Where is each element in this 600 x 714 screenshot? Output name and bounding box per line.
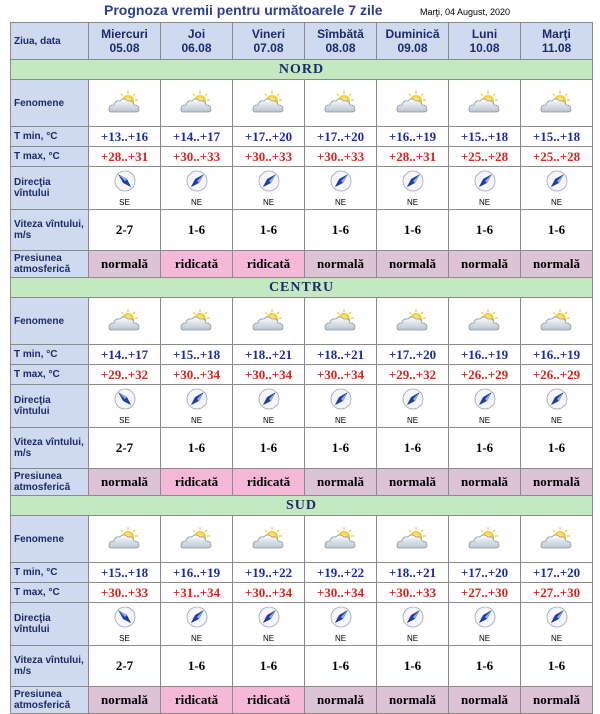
wind-direction-text: NE (406, 415, 419, 425)
partly-cloudy-icon (161, 308, 232, 334)
partly-cloudy-icon (233, 526, 304, 552)
partly-cloudy-icon (521, 90, 592, 116)
pressure-row (11, 469, 593, 496)
wind-direction-label: Direcţia vîntului (11, 385, 89, 428)
compass-arrow-icon (330, 606, 352, 633)
pressure-value: ridicată (233, 687, 305, 714)
tmax-row (11, 147, 593, 167)
weather-cell (521, 298, 593, 345)
weather-cell (161, 298, 233, 345)
partly-cloudy-icon (161, 90, 232, 116)
wind-speed-value: 1-6 (521, 646, 593, 687)
weather-cell (521, 516, 593, 563)
partly-cloudy-icon (521, 526, 592, 552)
wind-speed-value: 1-6 (521, 428, 593, 469)
pressure-value: ridicată (233, 251, 305, 278)
wind-direction (233, 388, 304, 425)
day-name: Duminică (385, 27, 440, 41)
wind-direction-text: NE (406, 197, 419, 207)
compass-arrow-icon (402, 388, 424, 415)
wind-speed-value: 1-6 (161, 646, 233, 687)
day-name: Marţi (542, 27, 571, 41)
wind-direction-text: NE (334, 415, 347, 425)
wind-direction-text: NE (262, 415, 275, 425)
wind-speed-value: 1-6 (305, 210, 377, 251)
wind-speed-row (11, 210, 593, 251)
weather-cell (89, 298, 161, 345)
day-name: Joi (187, 27, 206, 41)
compass-arrow-icon (114, 606, 136, 633)
partly-cloudy-icon (521, 308, 592, 334)
wind-direction (233, 606, 304, 643)
compass-arrow-icon (186, 606, 208, 633)
day-date: 09.08 (397, 41, 428, 55)
wind-direction-cell (161, 603, 233, 646)
pressure-value: normală (305, 687, 377, 714)
wind-direction-text: SE (119, 197, 130, 207)
tmax-label: T max, °C (11, 365, 89, 385)
tmin-value: +18..+21 (305, 345, 377, 365)
region-row (11, 496, 593, 516)
wind-direction-cell (89, 603, 161, 646)
partly-cloudy-icon (305, 90, 376, 116)
wind-speed-value: 1-6 (233, 428, 305, 469)
wind-direction-cell (305, 385, 377, 428)
wind-speed-value: 2-7 (89, 428, 161, 469)
tmin-row (11, 345, 593, 365)
pressure-value: normală (449, 469, 521, 496)
wind-direction-cell (89, 167, 161, 210)
wind-direction (377, 388, 448, 425)
partly-cloudy-icon (89, 90, 160, 116)
wind-speed-label: Viteza vîntului, m/s (11, 428, 89, 469)
wind-speed-value: 1-6 (377, 646, 449, 687)
wind-speed-value: 1-6 (521, 210, 593, 251)
wind-direction-text: NE (262, 633, 275, 643)
day-name: Vineri (251, 27, 286, 41)
wind-direction-text: SE (119, 633, 130, 643)
wind-direction (377, 170, 448, 207)
title-bar (0, 0, 600, 20)
corner-label: Ziua, data (11, 23, 89, 60)
tmin-value: +17..+20 (449, 563, 521, 583)
day-date: 06.08 (181, 41, 212, 55)
wind-direction-text: NE (550, 415, 563, 425)
wind-direction (521, 388, 592, 425)
wind-direction-cell (521, 385, 593, 428)
tmax-value: +30..+33 (233, 147, 305, 167)
tmin-value: +19..+22 (305, 563, 377, 583)
region-name: CENTRU (11, 278, 593, 298)
tmax-value: +29..+32 (377, 365, 449, 385)
wind-direction (305, 606, 376, 643)
day-date: 08.08 (325, 41, 356, 55)
day-name: Luni (471, 27, 498, 41)
wind-direction-cell (305, 167, 377, 210)
wind-speed-value: 1-6 (161, 210, 233, 251)
day-name: Sîmbătă (317, 27, 364, 41)
tmax-value: +25..+28 (521, 147, 593, 167)
tmax-row (11, 583, 593, 603)
wind-direction-text: NE (406, 633, 419, 643)
wind-direction-text: NE (478, 633, 491, 643)
partly-cloudy-icon (449, 308, 520, 334)
wind-direction (521, 606, 592, 643)
tmin-row (11, 563, 593, 583)
wind-direction-cell (449, 385, 521, 428)
wind-direction-cell (233, 385, 305, 428)
wind-direction-text: NE (550, 633, 563, 643)
wind-speed-value: 1-6 (449, 428, 521, 469)
tmax-value: +30..+34 (305, 583, 377, 603)
weather-cell (305, 80, 377, 127)
region-row (11, 278, 593, 298)
wind-direction-text: SE (119, 415, 130, 425)
partly-cloudy-icon (233, 308, 304, 334)
current-date: Marţi, 04 August, 2020 (420, 7, 511, 17)
partly-cloudy-icon (377, 308, 448, 334)
partly-cloudy-icon (377, 526, 448, 552)
weather-cell (377, 516, 449, 563)
pressure-label: Presiunea atmosferică (11, 687, 89, 714)
wind-direction (377, 606, 448, 643)
tmax-value: +30..+33 (305, 147, 377, 167)
tmin-value: +14..+17 (161, 127, 233, 147)
region-name: NORD (11, 60, 593, 80)
pressure-value: ridicată (161, 687, 233, 714)
tmax-row (11, 365, 593, 385)
fenomene-label: Fenomene (11, 516, 89, 563)
wind-direction (233, 170, 304, 207)
wind-direction-cell (449, 167, 521, 210)
compass-arrow-icon (330, 388, 352, 415)
wind-direction (161, 388, 232, 425)
wind-speed-value: 1-6 (449, 210, 521, 251)
pressure-value: normală (449, 251, 521, 278)
wind-direction-text: NE (190, 197, 203, 207)
fenomene-row (11, 516, 593, 563)
tmax-value: +30..+34 (161, 365, 233, 385)
pressure-label: Presiunea atmosferică (11, 251, 89, 278)
pressure-value: normală (521, 469, 593, 496)
weather-cell (233, 298, 305, 345)
wind-direction-cell (449, 603, 521, 646)
tmin-value: +18..+21 (377, 563, 449, 583)
compass-arrow-icon (474, 606, 496, 633)
compass-arrow-icon (402, 170, 424, 197)
weather-cell (89, 80, 161, 127)
region-name: SUD (11, 496, 593, 516)
tmax-value: +30..+33 (377, 583, 449, 603)
wind-speed-value: 1-6 (233, 646, 305, 687)
fenomene-label: Fenomene (11, 80, 89, 127)
wind-direction (449, 170, 520, 207)
wind-speed-value: 1-6 (305, 646, 377, 687)
wind-direction-label: Direcţia vîntului (11, 167, 89, 210)
tmin-value: +15..+18 (449, 127, 521, 147)
pressure-value: normală (521, 251, 593, 278)
wind-speed-value: 2-7 (89, 646, 161, 687)
wind-direction-cell (521, 603, 593, 646)
wind-speed-value: 1-6 (377, 210, 449, 251)
tmax-value: +29..+32 (89, 365, 161, 385)
wind-direction-cell (161, 167, 233, 210)
pressure-value: normală (305, 469, 377, 496)
day-header (305, 23, 377, 60)
wind-direction (449, 606, 520, 643)
partly-cloudy-icon (449, 90, 520, 116)
page-title: Prognoza vremii pentru următoarele 7 zile (104, 2, 383, 18)
wind-speed-value: 2-7 (89, 210, 161, 251)
day-header (233, 23, 305, 60)
tmin-value: +17..+20 (233, 127, 305, 147)
pressure-value: ridicată (161, 251, 233, 278)
tmin-label: T min, °C (11, 127, 89, 147)
wind-direction-cell (377, 603, 449, 646)
wind-speed-value: 1-6 (233, 210, 305, 251)
tmin-value: +15..+18 (89, 563, 161, 583)
partly-cloudy-icon (305, 308, 376, 334)
tmax-value: +28..+31 (377, 147, 449, 167)
day-date: 11.08 (541, 41, 572, 55)
pressure-value: ridicată (161, 469, 233, 496)
weather-cell (161, 80, 233, 127)
compass-arrow-icon (546, 170, 568, 197)
weather-cell (449, 80, 521, 127)
wind-direction-row (11, 167, 593, 210)
partly-cloudy-icon (305, 526, 376, 552)
wind-direction-row (11, 385, 593, 428)
partly-cloudy-icon (89, 308, 160, 334)
tmin-value: +15..+18 (161, 345, 233, 365)
weather-cell (449, 298, 521, 345)
tmin-row (11, 127, 593, 147)
tmin-value: +19..+22 (233, 563, 305, 583)
wind-direction-text: NE (334, 197, 347, 207)
wind-direction (305, 388, 376, 425)
compass-arrow-icon (258, 606, 280, 633)
tmax-value: +30..+33 (161, 147, 233, 167)
tmin-label: T min, °C (11, 345, 89, 365)
pressure-value: normală (89, 469, 161, 496)
pressure-row (11, 251, 593, 278)
tmin-value: +17..+20 (377, 345, 449, 365)
wind-direction-cell (377, 167, 449, 210)
tmin-value: +13..+16 (89, 127, 161, 147)
wind-direction-text: NE (190, 415, 203, 425)
weather-cell (305, 516, 377, 563)
tmax-label: T max, °C (11, 147, 89, 167)
compass-arrow-icon (474, 170, 496, 197)
weather-cell (89, 516, 161, 563)
partly-cloudy-icon (233, 90, 304, 116)
wind-direction-cell (233, 603, 305, 646)
wind-speed-label: Viteza vîntului, m/s (11, 646, 89, 687)
day-date: 10.08 (469, 41, 500, 55)
weather-cell (449, 516, 521, 563)
wind-speed-row (11, 646, 593, 687)
tmax-label: T max, °C (11, 583, 89, 603)
partly-cloudy-icon (161, 526, 232, 552)
pressure-value: normală (521, 687, 593, 714)
wind-speed-value: 1-6 (161, 428, 233, 469)
pressure-value: ridicată (233, 469, 305, 496)
tmax-value: +25..+28 (449, 147, 521, 167)
pressure-value: normală (89, 251, 161, 278)
wind-direction-cell (305, 603, 377, 646)
pressure-value: normală (89, 687, 161, 714)
tmin-value: +16..+19 (161, 563, 233, 583)
tmax-value: +26..+29 (521, 365, 593, 385)
wind-direction (521, 170, 592, 207)
wind-direction-text: NE (262, 197, 275, 207)
tmax-value: +27..+30 (521, 583, 593, 603)
partly-cloudy-icon (89, 526, 160, 552)
day-header (377, 23, 449, 60)
wind-direction-cell (377, 385, 449, 428)
day-header (161, 23, 233, 60)
wind-direction-cell (521, 167, 593, 210)
header-row (11, 23, 593, 60)
pressure-value: normală (449, 687, 521, 714)
tmax-value: +31..+34 (161, 583, 233, 603)
tmin-value: +18..+21 (233, 345, 305, 365)
wind-direction-label: Direcţia vîntului (11, 603, 89, 646)
day-name: Miercuri (101, 27, 148, 41)
compass-arrow-icon (546, 388, 568, 415)
weather-cell (161, 516, 233, 563)
wind-direction-cell (233, 167, 305, 210)
day-header (449, 23, 521, 60)
tmin-value: +15..+18 (521, 127, 593, 147)
weather-cell (233, 80, 305, 127)
tmin-value: +17..+20 (305, 127, 377, 147)
compass-arrow-icon (330, 170, 352, 197)
tmax-value: +30..+34 (305, 365, 377, 385)
tmax-value: +28..+31 (89, 147, 161, 167)
compass-arrow-icon (546, 606, 568, 633)
weather-cell (377, 80, 449, 127)
region-row (11, 60, 593, 80)
pressure-value: normală (377, 469, 449, 496)
wind-direction-text: NE (550, 197, 563, 207)
tmin-value: +16..+19 (449, 345, 521, 365)
wind-speed-value: 1-6 (449, 646, 521, 687)
wind-direction (305, 170, 376, 207)
partly-cloudy-icon (377, 90, 448, 116)
wind-direction (449, 388, 520, 425)
tmax-value: +26..+29 (449, 365, 521, 385)
day-header (521, 23, 593, 60)
wind-direction (161, 606, 232, 643)
compass-arrow-icon (186, 388, 208, 415)
compass-arrow-icon (402, 606, 424, 633)
tmax-value: +30..+34 (233, 365, 305, 385)
fenomene-row (11, 80, 593, 127)
fenomene-label: Fenomene (11, 298, 89, 345)
forecast-table-body (11, 23, 593, 714)
day-date: 07.08 (253, 41, 284, 55)
pressure-row (11, 687, 593, 714)
tmin-label: T min, °C (11, 563, 89, 583)
tmin-value: +16..+19 (377, 127, 449, 147)
wind-speed-row (11, 428, 593, 469)
wind-direction-text: NE (478, 415, 491, 425)
tmax-value: +30..+33 (89, 583, 161, 603)
wind-direction (89, 606, 160, 643)
weather-cell (377, 298, 449, 345)
wind-speed-value: 1-6 (305, 428, 377, 469)
wind-direction-text: NE (190, 633, 203, 643)
compass-arrow-icon (258, 170, 280, 197)
tmax-value: +27..+30 (449, 583, 521, 603)
compass-arrow-icon (474, 388, 496, 415)
compass-arrow-icon (258, 388, 280, 415)
day-header (89, 23, 161, 60)
pressure-label: Presiunea atmosferică (11, 469, 89, 496)
tmin-value: +17..+20 (521, 563, 593, 583)
wind-speed-value: 1-6 (377, 428, 449, 469)
compass-arrow-icon (114, 170, 136, 197)
forecast-table (10, 22, 593, 714)
tmax-value: +30..+34 (233, 583, 305, 603)
wind-direction (89, 170, 160, 207)
pressure-value: normală (377, 687, 449, 714)
wind-direction-text: NE (334, 633, 347, 643)
pressure-value: normală (305, 251, 377, 278)
day-date: 05.08 (109, 41, 140, 55)
weather-cell (521, 80, 593, 127)
pressure-value: normală (377, 251, 449, 278)
weather-cell (305, 298, 377, 345)
wind-direction-cell (161, 385, 233, 428)
wind-direction-row (11, 603, 593, 646)
weather-cell (233, 516, 305, 563)
tmin-value: +16..+19 (521, 345, 593, 365)
partly-cloudy-icon (449, 526, 520, 552)
wind-direction (161, 170, 232, 207)
tmin-value: +14..+17 (89, 345, 161, 365)
wind-direction (89, 388, 160, 425)
wind-direction-cell (89, 385, 161, 428)
fenomene-row (11, 298, 593, 345)
compass-arrow-icon (186, 170, 208, 197)
wind-direction-text: NE (478, 197, 491, 207)
wind-speed-label: Viteza vîntului, m/s (11, 210, 89, 251)
compass-arrow-icon (114, 388, 136, 415)
